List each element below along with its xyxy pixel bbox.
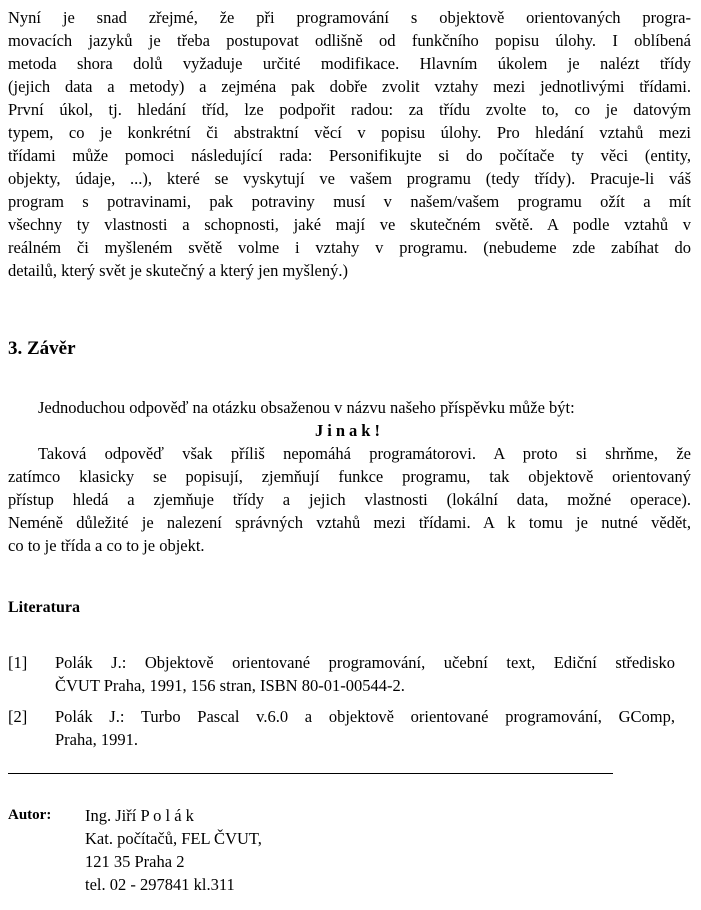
- conclusion-emphasis: Jinak!: [315, 421, 384, 440]
- text-line: metoda shora dolů vyžaduje určité modifikace. Hlavním úkolem je nalézt třídy: [8, 54, 691, 73]
- text-line: Polák J.: Objektově orientované programování, učební text, Ediční středisko: [55, 653, 675, 672]
- conclusion-first-line: Jednoduchou odpověď na otázku obsaženou v názvu našeho příspěvku může být:: [38, 398, 575, 417]
- text-line: typem, co je konkrétní či abstraktní věcí v popisu úlohy. Pro hledání vztahů mezi: [8, 123, 691, 142]
- author-name: Ing. Jiří P o l á k: [85, 806, 194, 825]
- text-line: Neméně důležité je nalezení správných vztahů mezi třídami. A k tomu je nutné vědět,: [8, 513, 691, 532]
- reference-number: [1]: [8, 653, 28, 672]
- text-line: Taková odpověď však příliš nepomáhá programátorovi. A proto si shrňme, že: [38, 444, 691, 463]
- text-line: přístup hledá a zjemňuje třídy a jejich vlastnosti (lokální data, možné operace).: [8, 490, 691, 509]
- text-line: První úkol, tj. hledání tříd, lze podpořit radou: za třídu zvolte to, co je datovým: [8, 100, 691, 119]
- literature-title: Literatura: [8, 599, 80, 616]
- section-heading: 3. Závěr: [8, 338, 76, 359]
- text-line: program s potravinami, pak potraviny musí v našem/vašem programu ožít a mít: [8, 192, 691, 211]
- text-line: reálném či myšleném světě volme i vztahy v programu. (nebudeme zde zabíhat do: [8, 238, 691, 257]
- author-address: 121 35 Praha 2: [85, 852, 185, 871]
- text-line: movacích jazyků je třeba postupovat odlišně od funkčního popisu úlohy. I oblíbená: [8, 31, 691, 50]
- text-line: co to je třída a co to je objekt.: [8, 536, 205, 555]
- text-line: detailů, který svět je skutečný a který jen myšlený.): [8, 261, 348, 280]
- author-label: Autor:: [8, 807, 52, 823]
- author-department: Kat. počítačů, FEL ČVUT,: [85, 829, 262, 848]
- conclusion-paragraph: [8, 396, 691, 557]
- reference-text: [55, 705, 675, 751]
- text-line: objekty, údaje, ...), které se vyskytují ve vašem programu (tedy třídy). Pracuje-li váš: [8, 169, 691, 188]
- text-line: zatímco klasicky se popisují, zjemňují funkce programu, tak objektově orientovaný: [8, 467, 691, 486]
- author-details: [85, 804, 385, 896]
- text-line: Polák J.: Turbo Pascal v.6.0 a objektově orientované programování, GComp,: [55, 707, 675, 726]
- text-line: ČVUT Praha, 1991, 156 stran, ISBN 80-01-00544-2.: [55, 676, 405, 695]
- text-line: Nyní je snad zřejmé, že při programování s objektově orientovaných progra-: [8, 8, 691, 27]
- text-line: všechny ty vlastnosti a schopnosti, jaké mají ve skutečném světě. A podle vztahů v: [8, 215, 691, 234]
- reference-number: [2]: [8, 707, 28, 726]
- intro-paragraph: [8, 6, 691, 282]
- author-phone: tel. 02 - 297841 kl.311: [85, 875, 235, 894]
- text-line: třídami může pomoci následující rada: Personifikujte si do počítače ty věci (entity,: [8, 146, 691, 165]
- text-line: (jejich data a metody) a zejména pak dobře zvolit vztahy mezi jednotlivými třídami.: [8, 77, 691, 96]
- text-line: Praha, 1991.: [55, 730, 138, 749]
- reference-text: [55, 651, 675, 697]
- horizontal-rule: [8, 773, 613, 774]
